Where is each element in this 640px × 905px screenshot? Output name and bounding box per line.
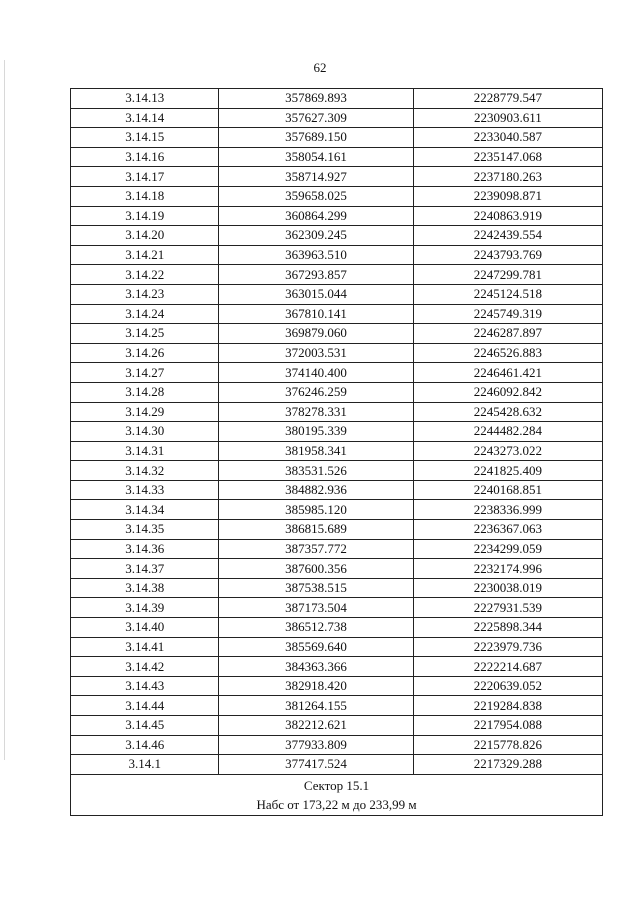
table-row [71,128,603,148]
table-row [71,559,603,579]
table-row [71,304,603,324]
point-id-cell: 3.14.46 [71,735,219,755]
x-coordinate-cell: 357869.893 [219,89,413,109]
point-id-cell: 3.14.41 [71,637,219,657]
point-id-cell: 3.14.25 [71,324,219,344]
y-coordinate-cell: 2245749.319 [413,304,602,324]
y-coordinate-cell: 2245124.518 [413,284,602,304]
y-coordinate-cell: 2222214.687 [413,657,602,677]
y-coordinate-cell: 2230038.019 [413,578,602,598]
table-row [71,696,603,716]
y-coordinate-cell: 2234299.059 [413,539,602,559]
point-id-cell: 3.14.19 [71,206,219,226]
point-id-cell: 3.14.26 [71,343,219,363]
y-coordinate-cell: 2236367.063 [413,520,602,540]
table-row [71,226,603,246]
y-coordinate-cell: 2240863.919 [413,206,602,226]
y-coordinate-cell: 2232174.996 [413,559,602,579]
page-number: 62 [313,60,327,75]
coordinates-table [70,88,603,816]
table-row [71,500,603,520]
point-id-cell: 3.14.33 [71,480,219,500]
y-coordinate-cell: 2238336.999 [413,500,602,520]
sector-title: Сектор 15.1 [303,777,370,793]
x-coordinate-cell: 363963.510 [219,245,413,265]
table-row [71,461,603,481]
x-coordinate-cell: 357689.150 [219,128,413,148]
x-coordinate-cell: 385569.640 [219,637,413,657]
table-row [71,108,603,128]
x-coordinate-cell: 384363.366 [219,657,413,677]
x-coordinate-cell: 362309.245 [219,226,413,246]
point-id-cell: 3.14.23 [71,284,219,304]
x-coordinate-cell: 378278.331 [219,402,413,422]
y-coordinate-cell: 2225898.344 [413,618,602,638]
x-coordinate-cell: 374140.400 [219,363,413,383]
table-row [71,735,603,755]
point-id-cell: 3.14.27 [71,363,219,383]
y-coordinate-cell: 2246461.421 [413,363,602,383]
point-id-cell: 3.14.44 [71,696,219,716]
point-id-cell: 3.14.30 [71,422,219,442]
x-coordinate-cell: 376246.259 [219,382,413,402]
point-id-cell: 3.14.32 [71,461,219,481]
point-id-cell: 3.14.1 [71,755,219,775]
point-id-cell: 3.14.38 [71,578,219,598]
y-coordinate-cell: 2215778.826 [413,735,602,755]
table-row [71,755,603,775]
table-row [71,520,603,540]
x-coordinate-cell: 385985.120 [219,500,413,520]
table-row [71,265,603,285]
x-coordinate-cell: 372003.531 [219,343,413,363]
scan-edge-mark [4,60,5,760]
x-coordinate-cell: 382918.420 [219,676,413,696]
x-coordinate-cell: 386815.689 [219,520,413,540]
y-coordinate-cell: 2246526.883 [413,343,602,363]
x-coordinate-cell: 367810.141 [219,304,413,324]
table-row [71,382,603,402]
x-coordinate-cell: 367293.857 [219,265,413,285]
table-row [71,676,603,696]
y-coordinate-cell: 2223979.736 [413,637,602,657]
point-id-cell: 3.14.35 [71,520,219,540]
point-id-cell: 3.14.40 [71,618,219,638]
table-row [71,480,603,500]
x-coordinate-cell: 381958.341 [219,441,413,461]
point-id-cell: 3.14.18 [71,186,219,206]
table-row [71,363,603,383]
point-id-cell: 3.14.21 [71,245,219,265]
y-coordinate-cell: 2219284.838 [413,696,602,716]
table-row [71,598,603,618]
y-coordinate-cell: 2228779.547 [413,89,602,109]
sector-row [71,774,603,815]
x-coordinate-cell: 377417.524 [219,755,413,775]
table-row [71,441,603,461]
y-coordinate-cell: 2227931.539 [413,598,602,618]
x-coordinate-cell: 377933.809 [219,735,413,755]
x-coordinate-cell: 386512.738 [219,618,413,638]
table-row [71,402,603,422]
y-coordinate-cell: 2244482.284 [413,422,602,442]
point-id-cell: 3.14.42 [71,657,219,677]
x-coordinate-cell: 357627.309 [219,108,413,128]
table-row [71,167,603,187]
x-coordinate-cell: 383531.526 [219,461,413,481]
y-coordinate-cell: 2235147.068 [413,147,602,167]
y-coordinate-cell: 2242439.554 [413,226,602,246]
table-row [71,343,603,363]
table-row [71,186,603,206]
y-coordinate-cell: 2237180.263 [413,167,602,187]
point-id-cell: 3.14.22 [71,265,219,285]
x-coordinate-cell: 387538.515 [219,578,413,598]
x-coordinate-cell: 380195.339 [219,422,413,442]
y-coordinate-cell: 2245428.632 [413,402,602,422]
table-row [71,206,603,226]
table-row [71,637,603,657]
point-id-cell: 3.14.39 [71,598,219,618]
y-coordinate-cell: 2239098.871 [413,186,602,206]
y-coordinate-cell: 2246092.842 [413,382,602,402]
y-coordinate-cell: 2240168.851 [413,480,602,500]
coordinates-table-body [71,89,603,775]
point-id-cell: 3.14.20 [71,226,219,246]
table-row [71,618,603,638]
x-coordinate-cell: 387600.356 [219,559,413,579]
y-coordinate-cell: 2217329.288 [413,755,602,775]
point-id-cell: 3.14.31 [71,441,219,461]
table-row [71,324,603,344]
point-id-cell: 3.14.13 [71,89,219,109]
x-coordinate-cell: 359658.025 [219,186,413,206]
y-coordinate-cell: 2243273.022 [413,441,602,461]
table-row [71,716,603,736]
table-row [71,245,603,265]
x-coordinate-cell: 381264.155 [219,696,413,716]
y-coordinate-cell: 2230903.611 [413,108,602,128]
x-coordinate-cell: 363015.044 [219,284,413,304]
table-row [71,657,603,677]
table-row [71,89,603,109]
x-coordinate-cell: 387173.504 [219,598,413,618]
table-row [71,284,603,304]
table-row [71,539,603,559]
y-coordinate-cell: 2233040.587 [413,128,602,148]
table-row [71,578,603,598]
point-id-cell: 3.14.45 [71,716,219,736]
y-coordinate-cell: 2246287.897 [413,324,602,344]
y-coordinate-cell: 2243793.769 [413,245,602,265]
point-id-cell: 3.14.14 [71,108,219,128]
sector-cell [71,774,603,815]
y-coordinate-cell: 2241825.409 [413,461,602,481]
x-coordinate-cell: 387357.772 [219,539,413,559]
x-coordinate-cell: 369879.060 [219,324,413,344]
y-coordinate-cell: 2217954.088 [413,716,602,736]
table-row [71,147,603,167]
y-coordinate-cell: 2220639.052 [413,676,602,696]
y-coordinate-cell: 2247299.781 [413,265,602,285]
point-id-cell: 3.14.37 [71,559,219,579]
x-coordinate-cell: 382212.621 [219,716,413,736]
point-id-cell: 3.14.15 [71,128,219,148]
x-coordinate-cell: 360864.299 [219,206,413,226]
point-id-cell: 3.14.24 [71,304,219,324]
point-id-cell: 3.14.34 [71,500,219,520]
point-id-cell: 3.14.29 [71,402,219,422]
sector-height-range: Набс от 173,22 м до 233,99 м [256,796,417,812]
point-id-cell: 3.14.36 [71,539,219,559]
x-coordinate-cell: 358054.161 [219,147,413,167]
point-id-cell: 3.14.28 [71,382,219,402]
x-coordinate-cell: 384882.936 [219,480,413,500]
table-row [71,422,603,442]
point-id-cell: 3.14.16 [71,147,219,167]
point-id-cell: 3.14.43 [71,676,219,696]
x-coordinate-cell: 358714.927 [219,167,413,187]
point-id-cell: 3.14.17 [71,167,219,187]
